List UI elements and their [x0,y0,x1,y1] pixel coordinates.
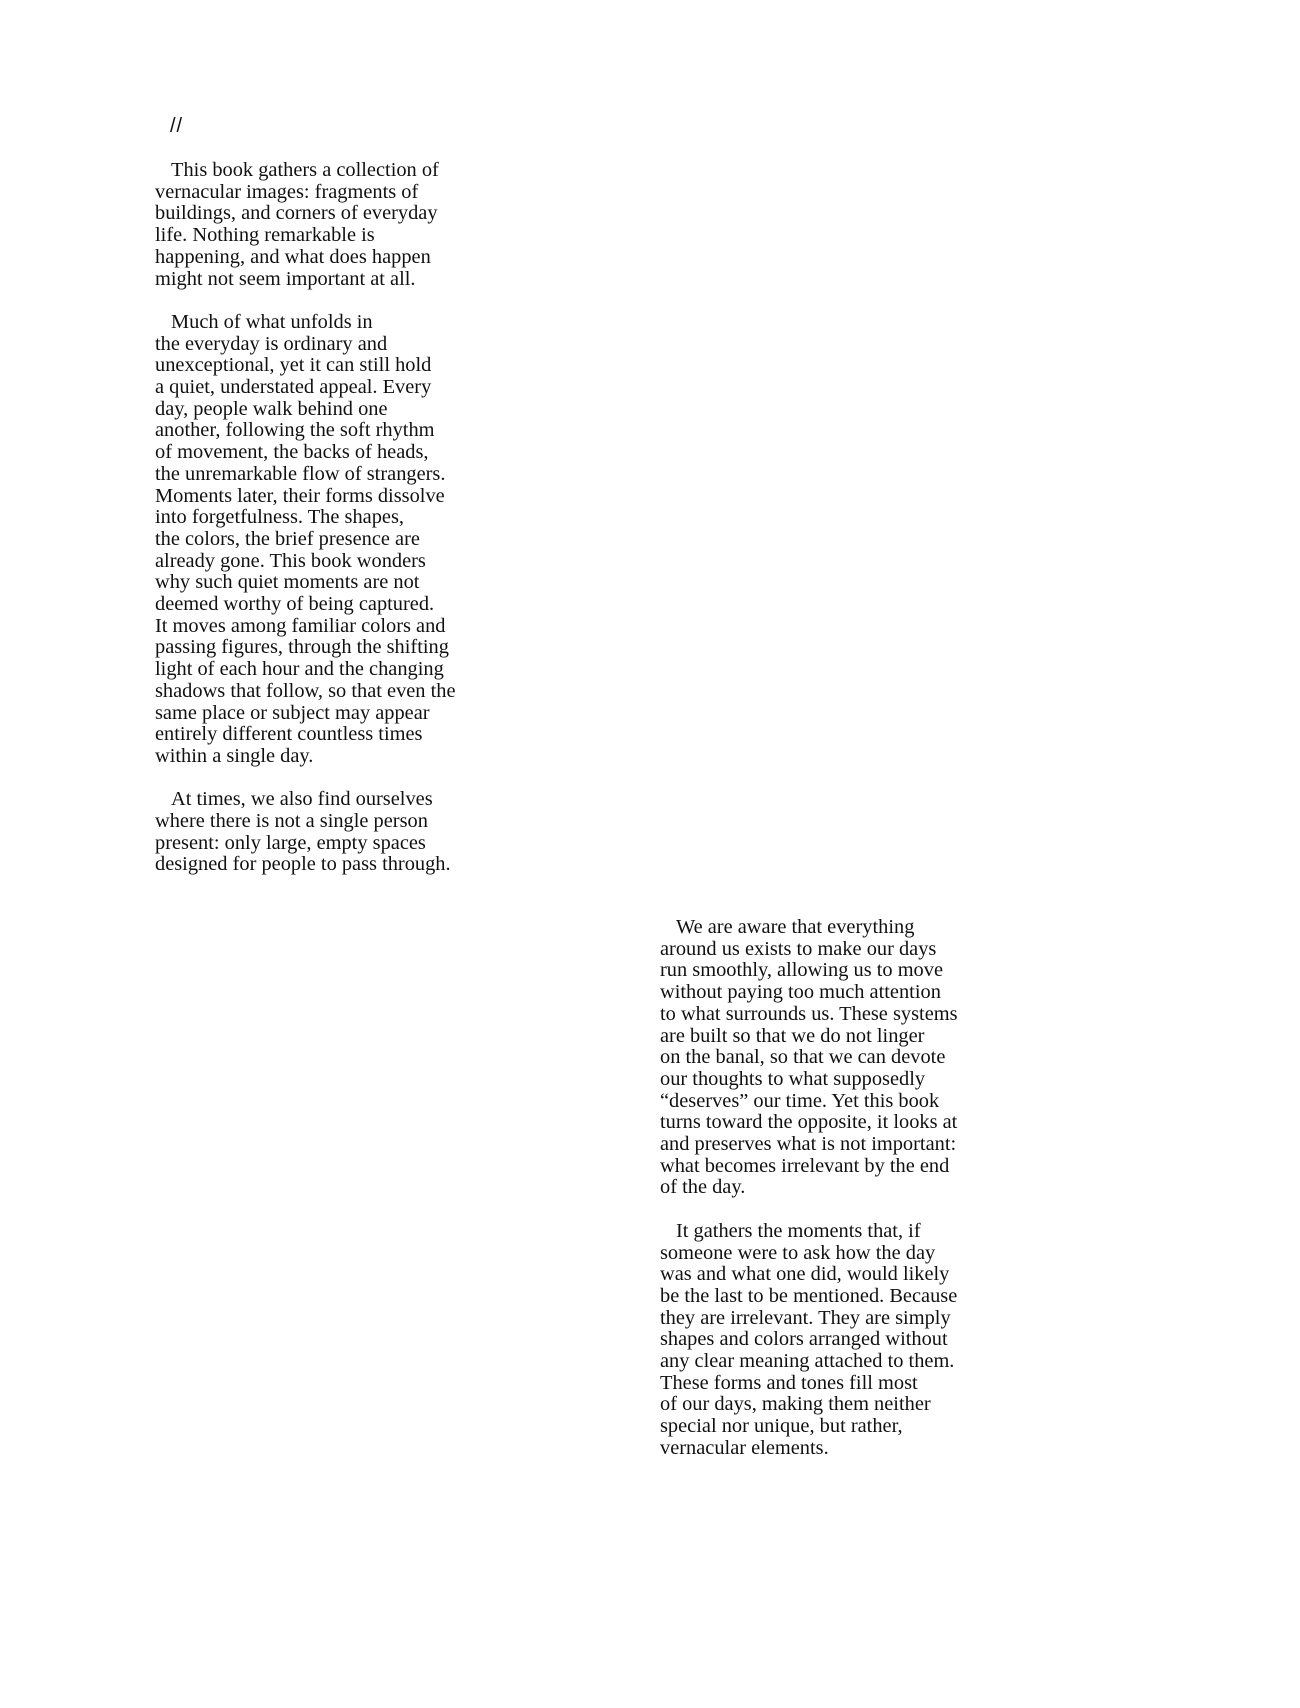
text-line: into forgetfulness. The shapes, [155,506,404,529]
text-line: a quiet, understated appeal. Every [155,376,432,399]
text-line: shapes and colors arranged without [660,1328,948,1351]
right-text-column [660,917,1005,1481]
text-line: they are irrelevant. They are simply [660,1306,951,1329]
text-line: the everyday is ordinary and [155,332,388,355]
paragraph [155,789,500,876]
text-line: of movement, the backs of heads, [155,441,429,464]
text-line: shadows that follow, so that even the [155,679,456,702]
text-line: without paying too much attention [660,981,941,1004]
text-line: and preserves what is not important: [660,1133,957,1156]
paragraph [155,312,500,768]
text-line: It gathers the moments that, if [676,1219,921,1242]
text-line: buildings, and corners of everyday [155,202,438,225]
text-line: day, people walk behind one [155,397,388,420]
text-line: was and what one did, would likely [660,1263,950,1286]
text-line: present: only large, empty spaces [155,831,426,854]
left-text-column [155,160,500,898]
text-line: where there is not a single person [155,810,428,833]
text-line: someone were to ask how the day [660,1241,936,1264]
text-line: another, following the soft rhythm [155,419,435,442]
text-line: It moves among familiar colors and [155,614,446,637]
text-line: Moments later, their forms dissolve [155,484,445,507]
text-line: of the day. [660,1176,746,1199]
text-line: already gone. This book wonders [155,549,426,572]
text-line: These forms and tones fill most [660,1371,918,1394]
text-line: vernacular elements. [660,1436,829,1459]
text-line: This book gathers a collection of [171,159,439,181]
text-line: At times, we also find ourselves [171,788,433,811]
text-line: our thoughts to what supposedly [660,1067,926,1090]
text-line: within a single day. [155,744,314,767]
text-line: “deserves” our time. Yet this book [660,1089,940,1112]
text-line: life. Nothing remarkable is [155,224,375,247]
text-line: why such quiet moments are not [155,571,420,594]
text-line: designed for people to pass through. [155,853,451,876]
paragraph [155,160,500,290]
text-line: around us exists to make our days [660,937,937,960]
text-line: special nor unique, but rather, [660,1415,903,1438]
paragraph [660,1221,1005,1460]
text-line: entirely different countless times [155,723,423,746]
text-line: on the banal, so that we can devote [660,1046,946,1069]
text-line: same place or subject may appear [155,701,430,724]
paragraph [660,917,1005,1199]
text-line: passing figures, through the shifting [155,636,449,659]
text-line: turns toward the opposite, it looks at [660,1111,958,1134]
text-line: deemed worthy of being captured. [155,593,435,616]
text-line: might not seem important at all. [155,267,416,290]
text-line: the unremarkable flow of strangers. [155,462,446,485]
text-line: unexceptional, yet it can still hold [155,354,432,377]
text-line: any clear meaning attached to them. [660,1350,955,1373]
text-line: of our days, making them neither [660,1393,931,1416]
section-marker: // [170,115,184,137]
text-line: the colors, the brief presence are [155,527,420,550]
text-line: are built so that we do not linger [660,1024,925,1047]
text-line: vernacular images: fragments of [155,180,419,203]
text-line: what becomes irrelevant by the end [660,1154,950,1177]
text-line: We are aware that everything [676,916,915,938]
text-line: light of each hour and the changing [155,658,444,681]
text-line: be the last to be mentioned. Because [660,1284,958,1307]
text-line: happening, and what does happen [155,245,431,268]
text-line: run smoothly, allowing us to move [660,959,943,982]
text-line: to what surrounds us. These systems [660,1002,958,1025]
text-line: Much of what unfolds in [171,310,373,333]
